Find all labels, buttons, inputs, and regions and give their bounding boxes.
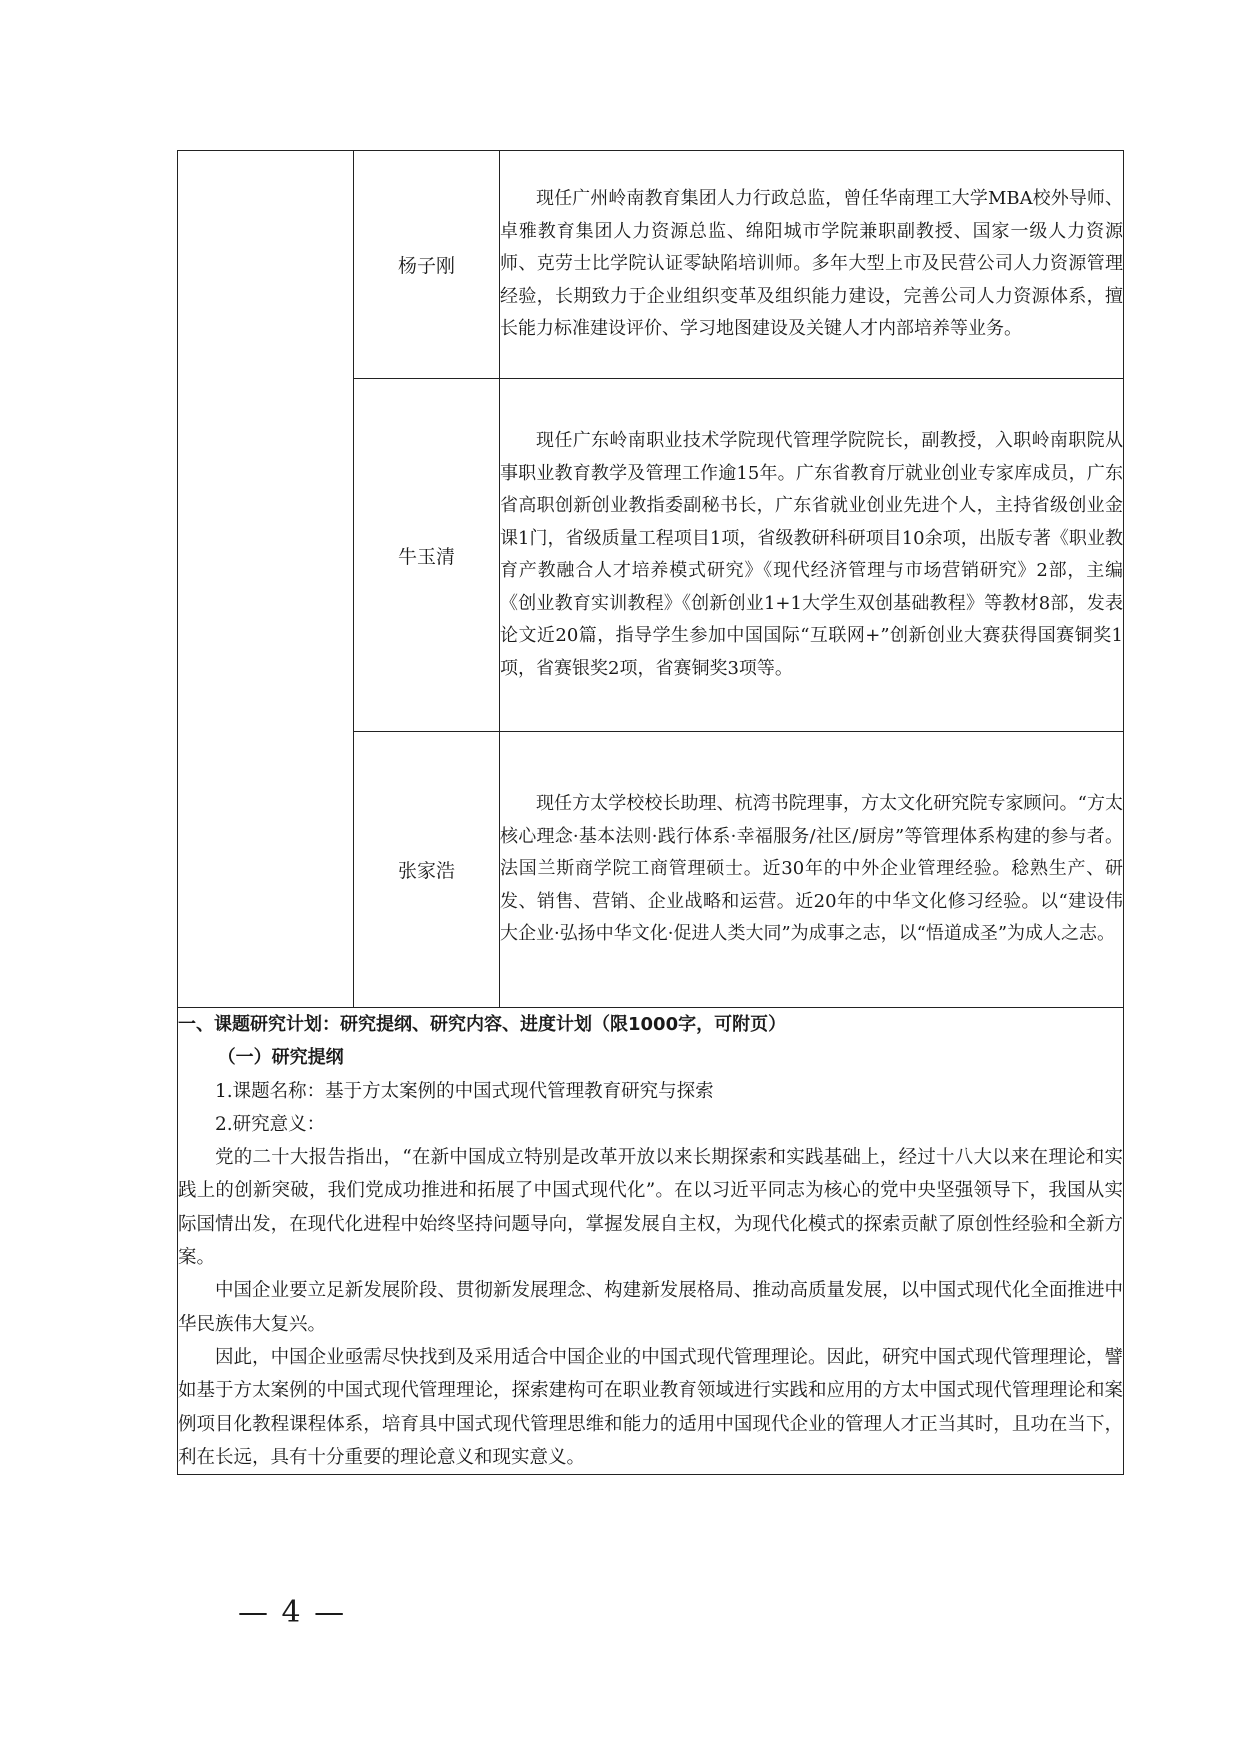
plan-paragraph: 因此，中国企业亟需尽快找到及采用适合中国企业的中国式现代管理理论。因此，研究中国式现代管理理论，譬如基于方太案例的中国式现代管理理论，探索建构可在职业教育领域进行实践和应用的方太中国式现代管理理论和案例项目化教程课程体系，培育具中国式现代管理思维和能力的适用中国现代企业的管理人才正当其时，且功在当下，利在长远，具有十分重要的理论意义和现实意义。 xyxy=(178,1346,1123,1468)
plan-paragraph: 中国企业要立足新发展阶段、贯彻新发展理念、构建新发展格局、推动高质量发展，以中国式现代化全面推进中华民族伟大复兴。 xyxy=(178,1280,1123,1335)
member-bio: 现任广州岭南教育集团人力行政总监，曾任华南理工大学MBA校外导师、卓雅教育集团人力资源总监、绵阳城市学院兼职副教授、国家一级人力资源师、克劳士比学院认证零缺陷培训师。多年大型上市及民营公司人力资源管理经验，长期致力于企业组织变革及组织能力建设，完善公司人力资源体系，擅长能力标准建设评价、学习地图建设及关键人才内部培养等业务。 xyxy=(500,151,1124,379)
member-row xyxy=(178,151,1124,379)
plan-subheading: （一）研究提纲 xyxy=(217,1047,344,1069)
page-number: — 4 — xyxy=(238,1595,347,1630)
member-name: 杨子刚 xyxy=(354,151,500,379)
plan-item-significance: 2.研究意义： xyxy=(215,1113,326,1135)
blank-label-cell xyxy=(178,151,354,1008)
member-name: 牛玉清 xyxy=(354,379,500,732)
member-bio: 现任广东岭南职业技术学院现代管理学院院长，副教授，入职岭南职院从事职业教育教学及管理工作逾15年。广东省教育厅就业创业专家库成员，广东省高职创新创业教指委副秘书长，广东省就业创业先进个人，主持省级创业金课1门，省级质量工程项目1项，省级教研科研项目10余项，出版专著《职业教育产教融合人才培养模式研究》《现代经济管理与市场营销研究》2部，主编《创业教育实训教程》《创新创业1+1大学生双创基础教程》等教材8部，发表论文近20篇，指导学生参加中国国际“互联网+”创新创业大赛获得国赛铜奖1项，省赛银奖2项，省赛铜奖3项等。 xyxy=(500,379,1124,732)
plan-row xyxy=(178,1008,1124,1475)
member-name: 张家浩 xyxy=(354,732,500,1008)
plan-paragraph: 党的二十大报告指出，“在新中国成立特别是改革开放以来长期探索和实践基础上，经过十八大以来在理论和实践上的创新突破，我们党成功推进和拓展了中国式现代化”。在以习近平同志为核心的党中央坚强领导下，我国从实际国情出发，在现代化进程中始终坚持问题导向，掌握发展自主权，为现代化模式的探索贡献了原创性经验和全新方案。 xyxy=(178,1147,1123,1269)
plan-item-title: 1.课题名称：基于方太案例的中国式现代管理教育研究与探索 xyxy=(215,1080,714,1102)
plan-cell xyxy=(178,1008,1124,1475)
plan-heading: 一、课题研究计划：研究提纲、研究内容、进度计划（限1000字，可附页） xyxy=(178,1014,787,1035)
form-table xyxy=(177,150,1124,1475)
member-bio: 现任方太学校校长助理、杭湾书院理事，方太文化研究院专家顾问。“方太核心理念·基本法则·践行体系·幸福服务/社区/厨房”等管理体系构建的参与者。法国兰斯商学院工商管理硕士。近30年的中外企业管理经验。稔熟生产、研发、销售、营销、企业战略和运营。近20年的中华文化修习经验。以“建设伟大企业·弘扬中华文化·促进人类大同”为成事之志，以“悟道成圣”为成人之志。 xyxy=(500,732,1124,1008)
